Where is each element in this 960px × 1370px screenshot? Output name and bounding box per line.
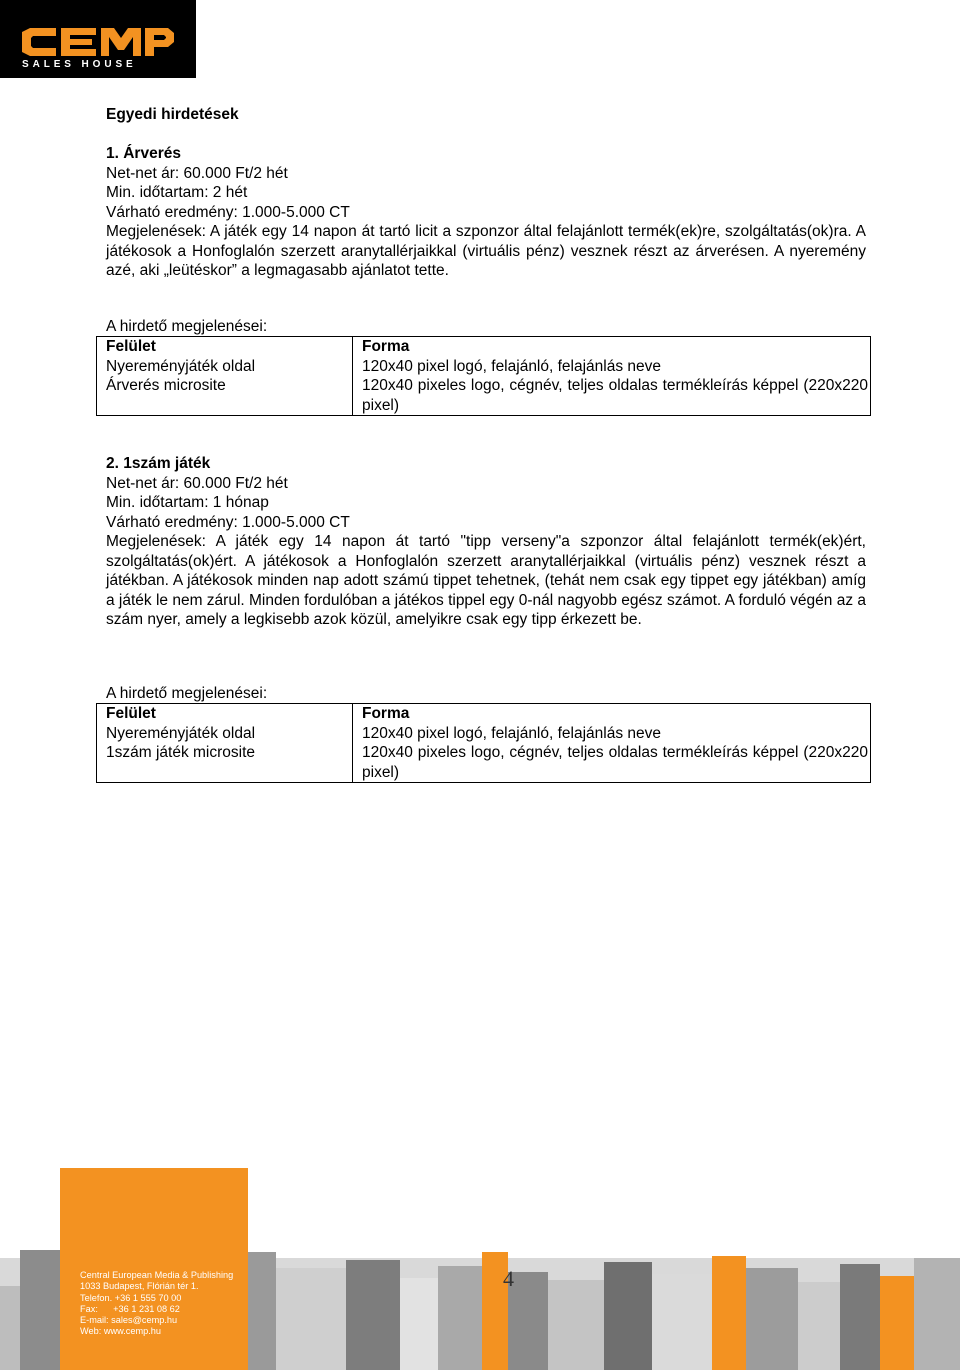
footer-phone: Telefon. +36 1 555 70 00: [80, 1292, 182, 1303]
table-cell: 120x40 pixel logó, felajánló, felajánlás neve: [353, 357, 871, 377]
table-cell: 1szám játék microsite: [97, 743, 353, 783]
table-row: [97, 724, 871, 744]
company-logo: [0, 0, 196, 78]
section-1szam-game: [106, 454, 866, 630]
section-auction: [106, 144, 866, 281]
header-format: Forma: [353, 704, 871, 724]
table-cell: Nyereményjáték oldal: [97, 724, 353, 744]
footer-fax: Fax: +36 1 231 08 62: [80, 1303, 180, 1314]
table-cell: 120x40 pixeles logo, cégnév, teljes oldalas termékleírás képpel (220x220 pixel): [353, 743, 871, 783]
footer-company: Central European Media & Publishing: [80, 1270, 234, 1280]
header-surface: Felület: [97, 337, 353, 357]
logo-tagline: SALES HOUSE: [22, 59, 137, 70]
advertiser-appearances-label: A hirdető megjelenései:: [106, 318, 268, 335]
table-row: [97, 357, 871, 377]
page-number: 4: [503, 1266, 514, 1291]
expected-result-line: Várható eredmény: 1.000-5.000 CT: [106, 203, 350, 221]
section-title: 2. 1szám játék: [106, 455, 211, 472]
section-title: 1. Árverés: [106, 145, 181, 162]
header-format: Forma: [353, 337, 871, 357]
table-cell: Nyereményjáték oldal: [97, 357, 353, 377]
table-cell: 120x40 pixeles logo, cégnév, teljes oldalas termékleírás képpel (220x220 pixel): [353, 376, 871, 416]
table-cell: Árverés microsite: [97, 376, 353, 416]
duration-line: Min. időtartam: 2 hét: [106, 184, 248, 201]
duration-line: Min. időtartam: 1 hónap: [106, 494, 269, 511]
description-paragraph: Megjelenések: A játék egy 14 napon át tartó "tipp verseny"a szponzor által felajánlott termék(ek)ért, szolgáltatás(ok)ért. A játékosok a Honfoglalón szerzett aranytallérjaikkal (virtuális pénz) vesznek részt a játékban. A játékosok minden nap adott számú tippet tehetnek, (tehát nem csak egy tippet egy játékban) amíg a játék le nem zárul. Minden fordulóban a játékos tippel egy 0-nál nagyobb egész számot. A forduló végén az a szám nyer, amely a legkisebb azok közül, amelyikre csak egy tipp érkezett be.: [106, 533, 866, 628]
appearances-table: [96, 703, 871, 783]
table-cell: 120x40 pixel logó, felajánló, felajánlás neve: [353, 724, 871, 744]
footer-web: Web: www.cemp.hu: [80, 1326, 162, 1337]
price-line: Net-net ár: 60.000 Ft/2 hét: [106, 474, 288, 492]
footer-contact-block: [80, 1270, 233, 1338]
table-row: [97, 376, 871, 416]
footer-email: E-mail: sales@cemp.hu: [80, 1315, 178, 1326]
footer-address: 1033 Budapest, Flórián tér 1.: [80, 1281, 199, 1292]
table-header-row: [97, 704, 871, 724]
appearances-table: [96, 336, 871, 416]
table-row: [97, 743, 871, 783]
advertiser-appearances-label: A hirdető megjelenései:: [106, 685, 268, 702]
page-heading: Egyedi hirdetések: [106, 106, 239, 123]
footer-decoration: [0, 1168, 960, 1370]
description-paragraph: Megjelenések: A játék egy 14 napon át tartó licit a szponzor által felajánlott termék(ek)re, szolgáltatás(ok)ra. A játékosok a Honfoglalón szerzett aranytallérjaikkal (virtuális pénz) vesznek részt az árverésen. A nyeremény azé, aki „leütéskor” a legmagasabb ajánlatot tette.: [106, 223, 866, 279]
expected-result-line: Várható eredmény: 1.000-5.000 CT: [106, 513, 350, 531]
header-surface: Felület: [97, 704, 353, 724]
table-header-row: [97, 337, 871, 357]
price-line: Net-net ár: 60.000 Ft/2 hét: [106, 164, 288, 182]
